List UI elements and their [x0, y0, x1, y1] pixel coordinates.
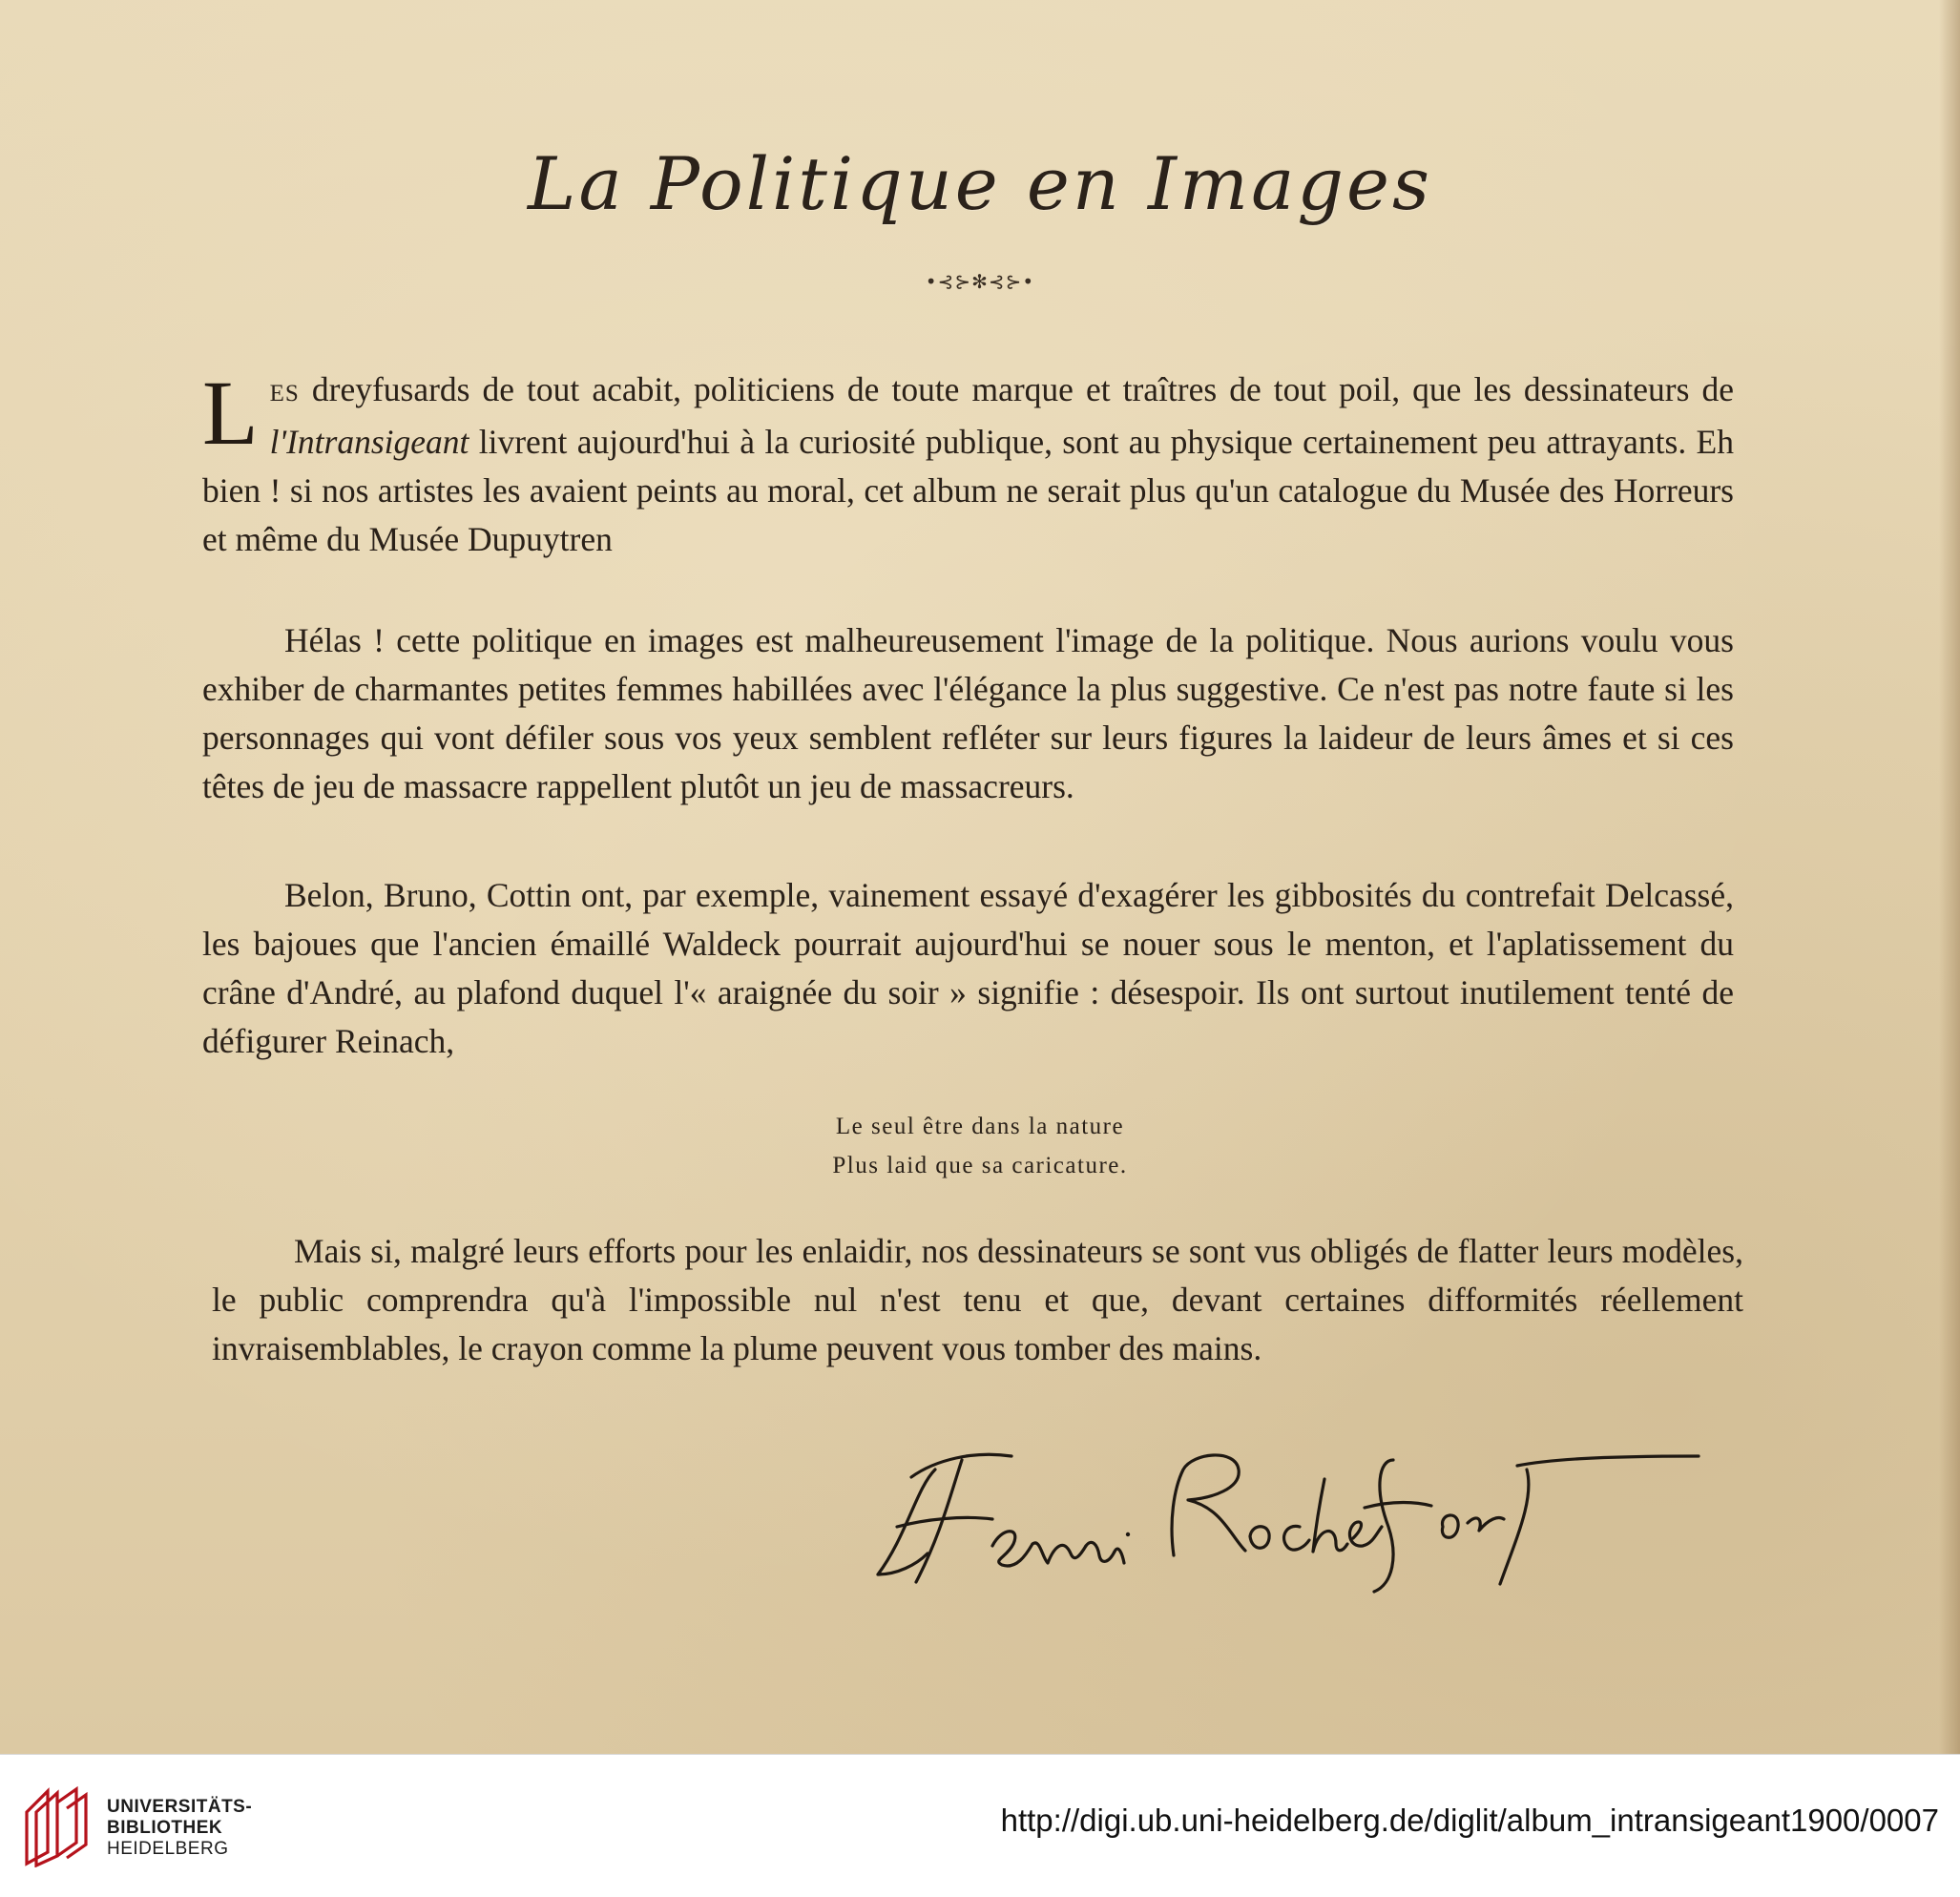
- verse-line-1: Le seul être dans la nature: [835, 1114, 1125, 1139]
- handwritten-signature: [859, 1431, 1737, 1594]
- paragraph-1-small-caps: ES: [269, 381, 300, 406]
- library-logo-icon: [19, 1783, 91, 1867]
- library-name: [107, 1797, 252, 1860]
- paragraph-2: Hélas ! cette politique en images est malheureusement l'image de la politique. Nous aurions voulu vous exhiber de charmantes petites femmes habillées avec l'élégance la plus suggestive. Ce n'est pas notre faute si les personnages qui vont défiler sous vos yeux semblent refléter sur leurs figures la laideur de leurs âmes et si ces têtes de jeu de massacre rappellent plutôt un jeu de massacreurs.: [202, 621, 1734, 805]
- paragraph-3: Belon, Bruno, Cottin ont, par exemple, vainement essayé d'exagérer les gibbosités du contrefait Delcassé, les bajoues que l'ancien émaillé Waldeck pourrait aujourd'hui se nouer sous le menton, et l'aplatissement du crâne d'André, au plafond duquel l'« araignée du soir » signifie : désespoir. Ils ont surtout inutilement tenté de défigurer Reinach,: [202, 876, 1734, 1060]
- newspaper-title: Intransigeant: [286, 423, 469, 461]
- paragraph-1-text-a: dreyfusards de tout acabit, politiciens de toute marque et traîtres de tout poil, que les dessinateurs de: [299, 370, 1734, 408]
- source-url-link[interactable]: http://digi.ub.uni-heidelberg.de/diglit/album_intransigeant1900/0007: [1000, 1803, 1939, 1838]
- paragraph-1: [202, 362, 1734, 564]
- paragraph-4: Mais si, malgré leurs efforts pour les enlaidir, nos dessinateurs se sont vus obligés de flatter leurs modèles, le public comprendra qu'à l'impossible nul n'est tenu et que, devant certaines difformités réellement invraisemblables, le crayon comme la plume peuvent vous tomber des mains.: [212, 1232, 1743, 1367]
- library-name-line-1: UNIVERSITÄTS-: [107, 1797, 253, 1817]
- library-name-line-2: BIBLIOTHEK: [107, 1818, 223, 1838]
- page-title: La Politique en Images: [527, 141, 1433, 226]
- verse-quote: [0, 1107, 1960, 1185]
- paragraph-1-text-b: livrent aujourd'hui à la curiosité publique, sont au physique certainement peu attrayants. Eh bien ! si nos artistes les avaient peints au moral, cet album ne serait plus qu'un catalogue du Musée des Horreurs et même du Musée Dupuytren: [202, 423, 1734, 558]
- verse-line-2: Plus laid que sa caricature.: [832, 1153, 1128, 1178]
- page-edge-shadow: [1939, 0, 1960, 1754]
- paragraph-1-italic-article: l': [269, 423, 287, 461]
- library-name-line-3: HEIDELBERG: [107, 1839, 229, 1859]
- drop-cap: L: [202, 362, 259, 464]
- footer-bar: [0, 1754, 1960, 1897]
- title-ornament: •⊰⊱✻⊰⊱•: [925, 270, 1035, 293]
